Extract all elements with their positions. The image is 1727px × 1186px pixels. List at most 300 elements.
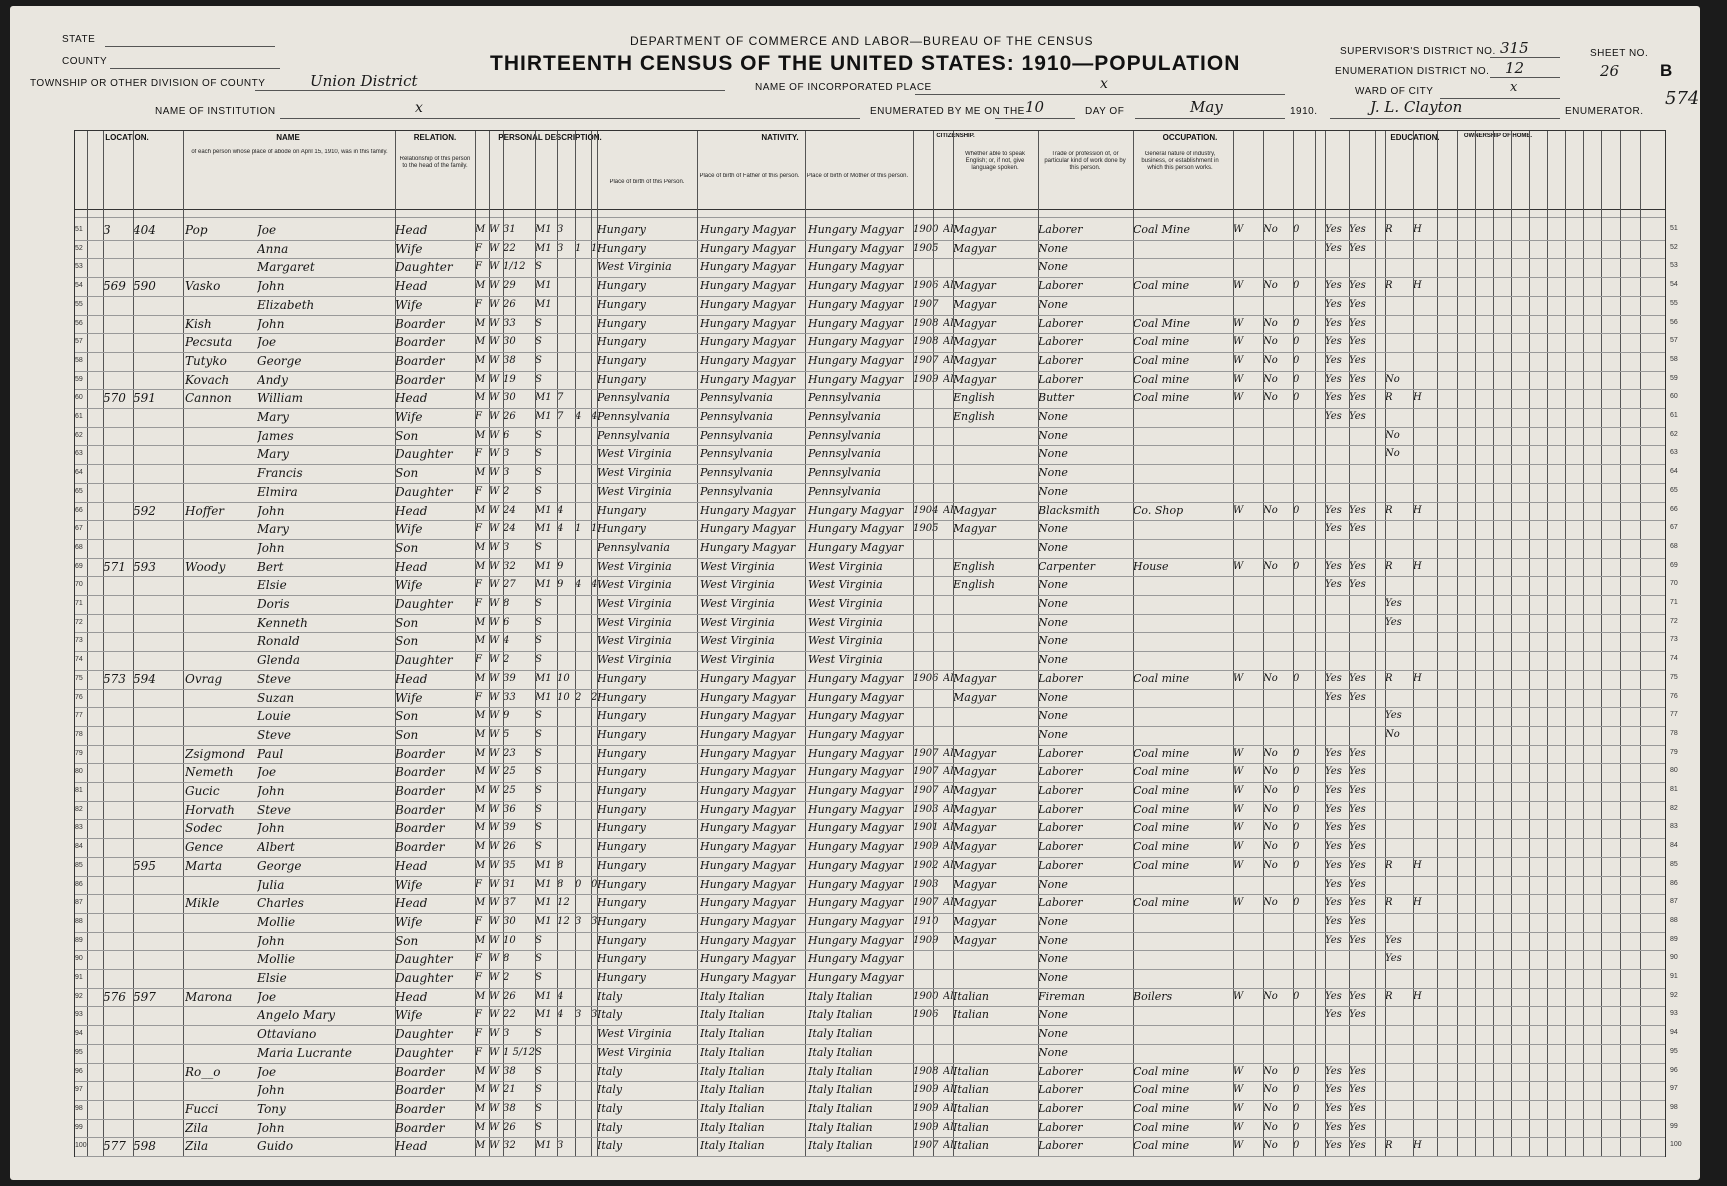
cell-surname — [185, 445, 257, 463]
cell-unemp — [1263, 632, 1293, 650]
cell-read: Yes — [1325, 523, 1342, 535]
cell-write: Yes — [1349, 841, 1366, 853]
cell-dw — [103, 707, 133, 725]
cell-unemp: No — [1263, 392, 1278, 404]
cell-ind — [1133, 1044, 1233, 1062]
cell-unemp: No — [1263, 280, 1278, 292]
cell-fam — [133, 296, 163, 314]
cell-bp: Hungary — [597, 858, 646, 872]
cell-fbp: West Virginia — [700, 615, 775, 629]
subhead-birth-father: Place of birth of Father of this person. — [699, 173, 800, 179]
cell-mbp: Hungary Magyar — [808, 840, 904, 854]
cell-fam — [133, 1044, 163, 1062]
cell-trade: Laborer — [1038, 353, 1083, 367]
cell-trade: Laborer — [1038, 746, 1083, 760]
table-row — [75, 1137, 1665, 1155]
census-table — [74, 130, 1666, 1157]
cell-mbp: Italy Italian — [808, 1101, 873, 1115]
cell-wks: 0 — [1293, 841, 1300, 853]
cell-write: Yes — [1349, 915, 1366, 927]
cell-sex: F — [475, 878, 482, 890]
cell-imm — [913, 689, 943, 707]
cell-own: Yes — [1385, 616, 1402, 628]
cell-ind: Coal mine — [1133, 858, 1190, 872]
cell-own: R — [1385, 1140, 1393, 1152]
cell-wks: 0 — [1293, 504, 1300, 516]
cell-age: 2 — [503, 972, 510, 983]
cell-trade: Laborer — [1038, 1064, 1083, 1078]
cell-yrs — [557, 258, 575, 276]
cell-fbp: Hungary Magyar — [700, 372, 796, 386]
cell-born — [575, 1025, 591, 1043]
cell-dw: 570 — [103, 391, 126, 406]
cell-given: Kenneth — [257, 615, 308, 630]
margin-line-number: 90 — [1670, 954, 1678, 962]
cell-wks — [1293, 689, 1313, 707]
cell-race: W — [489, 485, 500, 497]
cell-rel: Head — [395, 671, 428, 686]
cell-lang: Magyar — [953, 297, 996, 311]
margin-line-number: 74 — [1670, 655, 1678, 663]
cell-read: Yes — [1325, 934, 1342, 946]
cell-lang — [953, 651, 1038, 669]
cell-ind — [1133, 707, 1233, 725]
cell-yrs — [557, 315, 575, 333]
cell-rel: Boarder — [395, 372, 445, 387]
cell-age: 22 — [503, 1009, 516, 1021]
cell-own — [1385, 333, 1405, 351]
cell-surname: Tutyko — [185, 353, 227, 368]
cell-dw — [103, 632, 133, 650]
cell-mort — [1413, 1006, 1435, 1024]
cell-emp — [1233, 539, 1263, 557]
margin-line-number: 71 — [1670, 599, 1678, 606]
cell-age: 1/12 — [503, 261, 526, 273]
cell-born — [575, 614, 591, 632]
cell-mbp: Hungary Magyar — [808, 727, 904, 741]
cell-read: Yes — [1325, 317, 1342, 329]
cell-emp — [1233, 707, 1263, 725]
cell-surname: Pecsuta — [185, 335, 233, 350]
cell-read: Yes — [1325, 411, 1342, 422]
cell-fbp: Hungary Magyar — [700, 297, 796, 311]
cell-surname: Gence — [185, 840, 224, 855]
cell-bp: Pennsylvania — [597, 410, 670, 423]
margin-line-number: 56 — [1670, 318, 1678, 326]
cell-imm — [913, 389, 943, 407]
cell-emp: W — [1233, 766, 1244, 778]
cell-sex: F — [475, 1028, 482, 1040]
cell-ms: S — [535, 803, 542, 815]
line-number: 81 — [75, 787, 83, 794]
cell-yrs: 10 — [557, 691, 570, 703]
cell-read: Yes — [1325, 224, 1342, 235]
cell-fam: 404 — [133, 223, 156, 237]
cell-mbp: Hungary Magyar — [808, 709, 904, 723]
table-row — [75, 445, 1665, 463]
cell-trade: Laborer — [1038, 784, 1083, 797]
cell-ms: S — [535, 373, 542, 385]
cell-nat: Al — [943, 785, 954, 796]
cell-own — [1385, 1081, 1405, 1099]
line-number: 66 — [75, 506, 83, 514]
cell-rel: Son — [395, 540, 419, 555]
cell-born: 1 — [575, 523, 582, 535]
cell-rel: Head — [395, 858, 428, 873]
cell-ms: M1 — [535, 411, 552, 422]
cell-trade: Fireman — [1038, 989, 1085, 1003]
group-citizenship: CITIZENSHIP. — [936, 133, 975, 139]
cell-dw — [103, 745, 133, 763]
cell-ms: M1 — [535, 859, 552, 871]
cell-rel: Daughter — [395, 260, 453, 275]
cell-dw — [103, 969, 133, 987]
cell-yrs — [557, 614, 575, 632]
cell-dw — [103, 576, 133, 594]
cell-own: No — [1385, 429, 1400, 441]
cell-unemp: No — [1263, 1084, 1278, 1096]
margin-line-number: 63 — [1670, 449, 1678, 457]
cell-dw — [103, 913, 133, 931]
cell-ind — [1133, 1025, 1233, 1043]
cell-mbp: Hungary Magyar — [808, 821, 904, 835]
cell-ms: S — [535, 429, 542, 441]
cell-bp: West Virginia — [597, 447, 672, 461]
cell-mort — [1413, 1100, 1435, 1118]
cell-ms: M1 — [535, 242, 552, 254]
cell-sex: M — [475, 803, 486, 815]
cell-bp: Hungary — [597, 933, 646, 947]
cell-unemp — [1263, 651, 1293, 669]
cell-fbp: Italy Italian — [700, 1064, 765, 1078]
cell-fam — [133, 445, 163, 463]
cell-read: Yes — [1325, 336, 1342, 348]
cell-fam — [133, 763, 163, 781]
cell-dw — [103, 1100, 133, 1118]
cell-emp: W — [1233, 990, 1244, 1002]
cell-fbp: Hungary Magyar — [700, 746, 796, 760]
margin-line-number: 84 — [1670, 842, 1678, 850]
cell-born — [575, 1137, 591, 1155]
cell-given: Tony — [257, 1101, 286, 1116]
table-row — [75, 838, 1665, 856]
cell-imm: 1909 — [913, 1102, 939, 1114]
cell-race: W — [489, 429, 500, 441]
cell-own — [1385, 483, 1405, 501]
line-number: 85 — [75, 861, 83, 869]
cell-mbp: Hungary Magyar — [808, 353, 904, 367]
cell-write — [1349, 632, 1375, 650]
cell-yrs: 9 — [557, 560, 564, 572]
cell-surname: Gucic — [185, 784, 220, 798]
cell-race: W — [489, 354, 500, 366]
cell-imm: 1907 — [913, 298, 939, 310]
cell-read: Yes — [1325, 280, 1342, 292]
cell-emp — [1233, 969, 1263, 987]
cell-mort — [1413, 689, 1435, 707]
cell-rel: Son — [395, 709, 419, 724]
table-row — [75, 632, 1665, 650]
cell-sex: M — [475, 747, 486, 759]
cell-age: 37 — [503, 897, 516, 909]
cell-yrs — [557, 296, 575, 314]
cell-race: W — [489, 1084, 500, 1096]
cell-mort — [1413, 932, 1435, 950]
cell-read: Yes — [1325, 672, 1342, 684]
cell-age: 38 — [503, 354, 516, 366]
ward-value: x — [1510, 80, 1518, 95]
cell-lang: Magyar — [953, 335, 996, 349]
cell-fam — [133, 464, 163, 482]
cell-fam — [133, 315, 163, 333]
cell-mort: H — [1413, 897, 1422, 909]
cell-wks: 0 — [1293, 392, 1300, 404]
table-row — [75, 932, 1665, 950]
cell-read: Yes — [1325, 747, 1342, 759]
cell-fam — [133, 689, 163, 707]
cell-race: W — [489, 224, 500, 235]
cell-lang: Magyar — [953, 503, 996, 517]
cell-rel: Head — [395, 503, 428, 518]
cell-unemp: No — [1263, 560, 1278, 572]
cell-sex: M — [475, 672, 486, 684]
cell-fbp: Hungary Magyar — [700, 971, 796, 984]
cell-trade: Laborer — [1038, 279, 1083, 293]
cell-surname — [185, 689, 257, 707]
cell-read: Yes — [1325, 878, 1342, 890]
cell-own — [1385, 520, 1405, 538]
supervisor-label: SUPERVISOR'S DISTRICT NO. — [1340, 46, 1496, 57]
cell-own: No — [1385, 728, 1400, 740]
cell-unemp: No — [1263, 766, 1278, 778]
cell-emp: W — [1233, 224, 1244, 235]
cell-read: Yes — [1325, 990, 1342, 1002]
cell-mort: H — [1413, 280, 1422, 292]
cell-emp: W — [1233, 336, 1244, 348]
cell-unemp — [1263, 445, 1293, 463]
cell-rel: Son — [395, 615, 419, 630]
cell-sex: M — [475, 822, 486, 834]
cell-dw — [103, 876, 133, 894]
cell-born — [575, 221, 591, 239]
cell-trade: None — [1038, 428, 1068, 442]
cell-unemp — [1263, 707, 1293, 725]
line-number: 75 — [75, 674, 83, 682]
cell-mbp: Italy Italian — [808, 1064, 873, 1078]
cell-rel: Boarder — [395, 1120, 445, 1135]
stamp-number: 574 — [1665, 88, 1700, 109]
cell-trade: Laborer — [1038, 821, 1083, 835]
cell-dw — [103, 819, 133, 837]
cell-fbp: Hungary Magyar — [700, 765, 796, 779]
cell-yrs — [557, 1081, 575, 1099]
cell-yrs — [557, 1100, 575, 1118]
cell-lang: Magyar — [953, 671, 996, 685]
cell-born — [575, 371, 591, 389]
cell-given: Angelo Mary — [257, 1008, 336, 1023]
cell-bp: Hungary — [597, 223, 646, 236]
cell-lang: Magyar — [953, 914, 996, 928]
cell-surname — [185, 464, 257, 482]
township-label: TOWNSHIP OR OTHER DIVISION OF COUNTY — [30, 78, 266, 89]
cell-write: Yes — [1349, 1102, 1366, 1114]
cell-given: John — [257, 279, 285, 294]
line-number: 59 — [75, 375, 83, 383]
cell-bp: Pennsylvania — [597, 540, 670, 554]
cell-sex: M — [475, 635, 486, 647]
cell-trade: None — [1038, 241, 1068, 255]
cell-mbp: Hungary Magyar — [808, 784, 904, 797]
table-row — [75, 352, 1665, 370]
cell-mbp: Hungary Magyar — [808, 260, 904, 274]
cell-write — [1349, 614, 1375, 632]
cell-bp: Italy — [597, 1083, 623, 1097]
cell-mbp: Hungary Magyar — [808, 316, 904, 330]
cell-emp: W — [1233, 317, 1244, 329]
table-row — [75, 408, 1665, 426]
cell-lang — [953, 969, 1038, 987]
cell-imm — [913, 614, 943, 632]
cell-unemp: No — [1263, 504, 1278, 516]
cell-given: Julia — [257, 877, 285, 892]
cell-read — [1325, 651, 1349, 669]
cell-trade: Laborer — [1038, 896, 1083, 910]
cell-bp: Hungary — [597, 840, 646, 854]
line-number: 72 — [75, 618, 83, 626]
institution-value: x — [415, 100, 423, 116]
cell-unemp — [1263, 1044, 1293, 1062]
cell-rel: Boarder — [395, 353, 445, 368]
cell-sex: M — [475, 560, 486, 572]
cell-fam — [133, 782, 163, 800]
cell-ind: Coal mine — [1133, 1083, 1190, 1097]
cell-wks — [1293, 726, 1313, 744]
cell-born — [575, 464, 591, 482]
cell-wks — [1293, 427, 1313, 445]
cell-sex: F — [475, 411, 482, 422]
cell-lang: Magyar — [953, 802, 996, 816]
cell-fam — [133, 333, 163, 351]
cell-unemp: No — [1263, 841, 1278, 853]
cell-ind: Coal Mine — [1133, 316, 1190, 330]
subhead-trade: Trade or profession of, or particular kind of work done by this person. — [1044, 151, 1126, 171]
cell-given: John — [257, 1120, 285, 1135]
cell-own — [1385, 1119, 1405, 1137]
cell-bp: West Virginia — [597, 1045, 672, 1059]
cell-born — [575, 258, 591, 276]
cell-age: 3 — [503, 448, 510, 460]
cell-age: 39 — [503, 822, 516, 834]
cell-mbp: Pennsylvania — [808, 447, 881, 461]
supervisor-value: 315 — [1500, 39, 1529, 57]
cell-read: Yes — [1325, 392, 1342, 404]
margin-line-number: 54 — [1670, 281, 1678, 289]
cell-wks — [1293, 464, 1313, 482]
cell-born — [575, 726, 591, 744]
cell-fam — [133, 520, 163, 538]
cell-bp: West Virginia — [597, 615, 672, 629]
cell-given: Mary — [257, 447, 289, 462]
cell-sex: M — [475, 766, 486, 778]
sheet-letter: B — [1660, 61, 1673, 80]
cell-lang — [953, 427, 1038, 445]
line-number: 100 — [75, 1142, 87, 1150]
cell-fam — [133, 1006, 163, 1024]
cell-mbp: Hungary Magyar — [808, 877, 904, 891]
line-number: 68 — [75, 543, 83, 551]
cell-mbp: West Virginia — [808, 615, 883, 629]
cell-imm — [913, 707, 943, 725]
cell-age: 38 — [503, 1065, 516, 1077]
cell-ind: Coal mine — [1133, 896, 1190, 910]
line-number: 94 — [75, 1030, 83, 1038]
cell-own: No — [1385, 448, 1400, 460]
cell-ind: Coal mine — [1133, 746, 1190, 760]
cell-mort — [1413, 539, 1435, 557]
cell-yrs — [557, 801, 575, 819]
cell-ind — [1133, 539, 1233, 557]
cell-dw — [103, 371, 133, 389]
cell-bp: West Virginia — [597, 597, 672, 610]
cell-emp — [1233, 932, 1263, 950]
cell-dw — [103, 520, 133, 538]
cell-age: 2 — [503, 485, 510, 497]
cell-dw — [103, 352, 133, 370]
cell-born — [575, 782, 591, 800]
cell-lang: English — [953, 410, 995, 423]
cell-unemp: No — [1263, 822, 1278, 834]
cell-wks — [1293, 651, 1313, 669]
cell-dw — [103, 296, 133, 314]
cell-race: W — [489, 672, 500, 684]
cell-dw — [103, 408, 133, 426]
cell-born — [575, 427, 591, 445]
cell-yrs — [557, 651, 575, 669]
cell-ind — [1133, 258, 1233, 276]
cell-ms: M1 — [535, 560, 552, 572]
cell-ms: M1 — [535, 878, 552, 890]
cell-sex: F — [475, 1046, 482, 1058]
cell-lang: Magyar — [953, 690, 996, 704]
cell-imm: 1907 — [913, 747, 939, 759]
margin-line-number: 70 — [1670, 580, 1678, 588]
cell-ms: S — [535, 354, 542, 366]
cell-rel: Son — [395, 428, 419, 443]
cell-emp — [1233, 483, 1263, 501]
cell-trade: None — [1038, 690, 1068, 704]
line-number: 73 — [75, 637, 83, 645]
cell-emp: W — [1233, 841, 1244, 853]
cell-age: 3 — [503, 467, 510, 479]
cell-nat: Al — [943, 1065, 954, 1077]
cell-write: Yes — [1349, 672, 1366, 684]
cell-write: Yes — [1349, 691, 1366, 703]
cell-dw — [103, 1063, 133, 1081]
cell-age: 24 — [503, 504, 516, 516]
cell-born — [575, 819, 591, 837]
cell-race: W — [489, 541, 500, 553]
cell-sex: M — [475, 859, 486, 871]
cell-bp: Hungary — [597, 372, 646, 386]
cell-sex: M — [475, 504, 486, 516]
cell-wks: 0 — [1293, 1140, 1300, 1152]
cell-bp: Hungary — [597, 297, 646, 311]
cell-born — [575, 445, 591, 463]
cell-own: R — [1385, 280, 1393, 292]
cell-age: 21 — [503, 1084, 516, 1096]
cell-lang: Italian — [953, 1101, 990, 1115]
cell-ms: S — [535, 485, 542, 497]
